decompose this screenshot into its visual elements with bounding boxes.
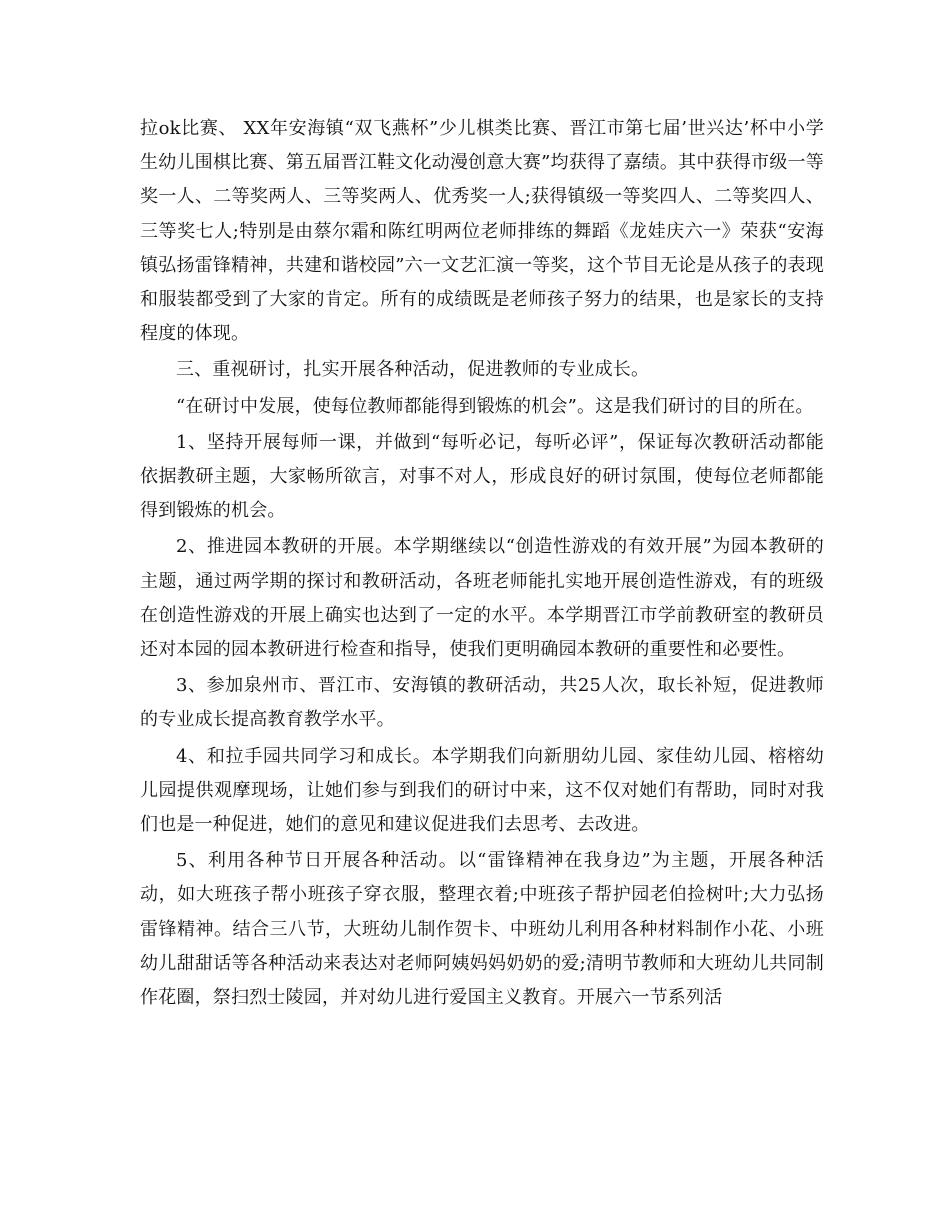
document-body [140, 112, 824, 1017]
section-heading-research: 三、重视研讨，扎实开展各种活动，促进教师的专业成长。 [176, 359, 650, 381]
paragraph-item-4: 4、和拉手园共同学习和成长。本学期我们向新朋幼儿园、家佳幼儿园、榕榕幼儿园提供观摩现场，让她们参与到我们的研讨中来，这不仅对她们有帮助，同时对我们也是一种促进，她们的意见和建议促进我们去思考、去改进。 [140, 745, 824, 836]
paragraph-item-1: 1、坚持开展每师一课，并做到“每听必记，每听必评”，保证每次教研活动都能依据教研主题，大家畅所欲言，对事不对人，形成良好的研讨氛围，使每位老师都能得到锻炼的机会。 [140, 431, 824, 522]
paragraph-item-5: 5、利用各种节日开展各种活动。以“雷锋精神在我身边”为主题，开展各种活动，如大班孩子帮小班孩子穿衣服，整理衣着;中班孩子帮护园老伯捡树叶;大力弘扬雷锋精神。结合三八节，大班幼儿制作贺卡、中班幼儿利用各种材料制作小花、小班幼儿甜甜话等各种活动来表达对老师阿姨妈妈奶奶的爱;清明节教师和大班幼儿共同制作花圈，祭扫烈士陵园，并对幼儿进行爱国主义教育。开展六一节系列活 [140, 850, 824, 1009]
paragraph-item-2: 2、推进园本教研的开展。本学期继续以“创造性游戏的有效开展”为园本教研的主题，通过两学期的探讨和教研活动，各班老师能扎实地开展创造性游戏，有的班级在创造性游戏的开展上确实也达到了一定的水平。本学期晋江市学前教研室的教研员还对本园的园本教研进行检查和指导，使我们更明确园本教研的重要性和必要性。 [140, 536, 824, 661]
paragraph-item-3: 3、参加泉州市、晋江市、安海镇的教研活动，共25人次，取长补短，促进教师的专业成长提高教育教学水平。 [140, 675, 824, 731]
paragraph-awards-summary: 拉ok比赛、 XX年安海镇“双飞燕杯”少儿棋类比赛、晋江市第七届’世兴达’杯中小学生幼儿围棋比赛、第五届晋江鞋文化动漫创意大赛”均获得了嘉绩。其中获得市级一等奖一人、二等奖两人、三等奖两人、优秀奖一人;获得镇级一等奖四人、二等奖四人、三等奖七人;特别是由蔡尔霜和陈红明两位老师排练的舞蹈《龙娃庆六一》荣获“安海镇弘扬雷锋精神，共建和谐校园”六一文艺汇演一等奖，这个节目无论是从孩子的表现和服装都受到了大家的肯定。所有的成绩既是老师孩子努力的结果，也是家长的支持程度的体现。 [140, 118, 824, 345]
paragraph-research-goal: “在研讨中发展，使每位教师都能得到锻炼的机会”。这是我们研讨的目的所在。 [176, 395, 814, 417]
